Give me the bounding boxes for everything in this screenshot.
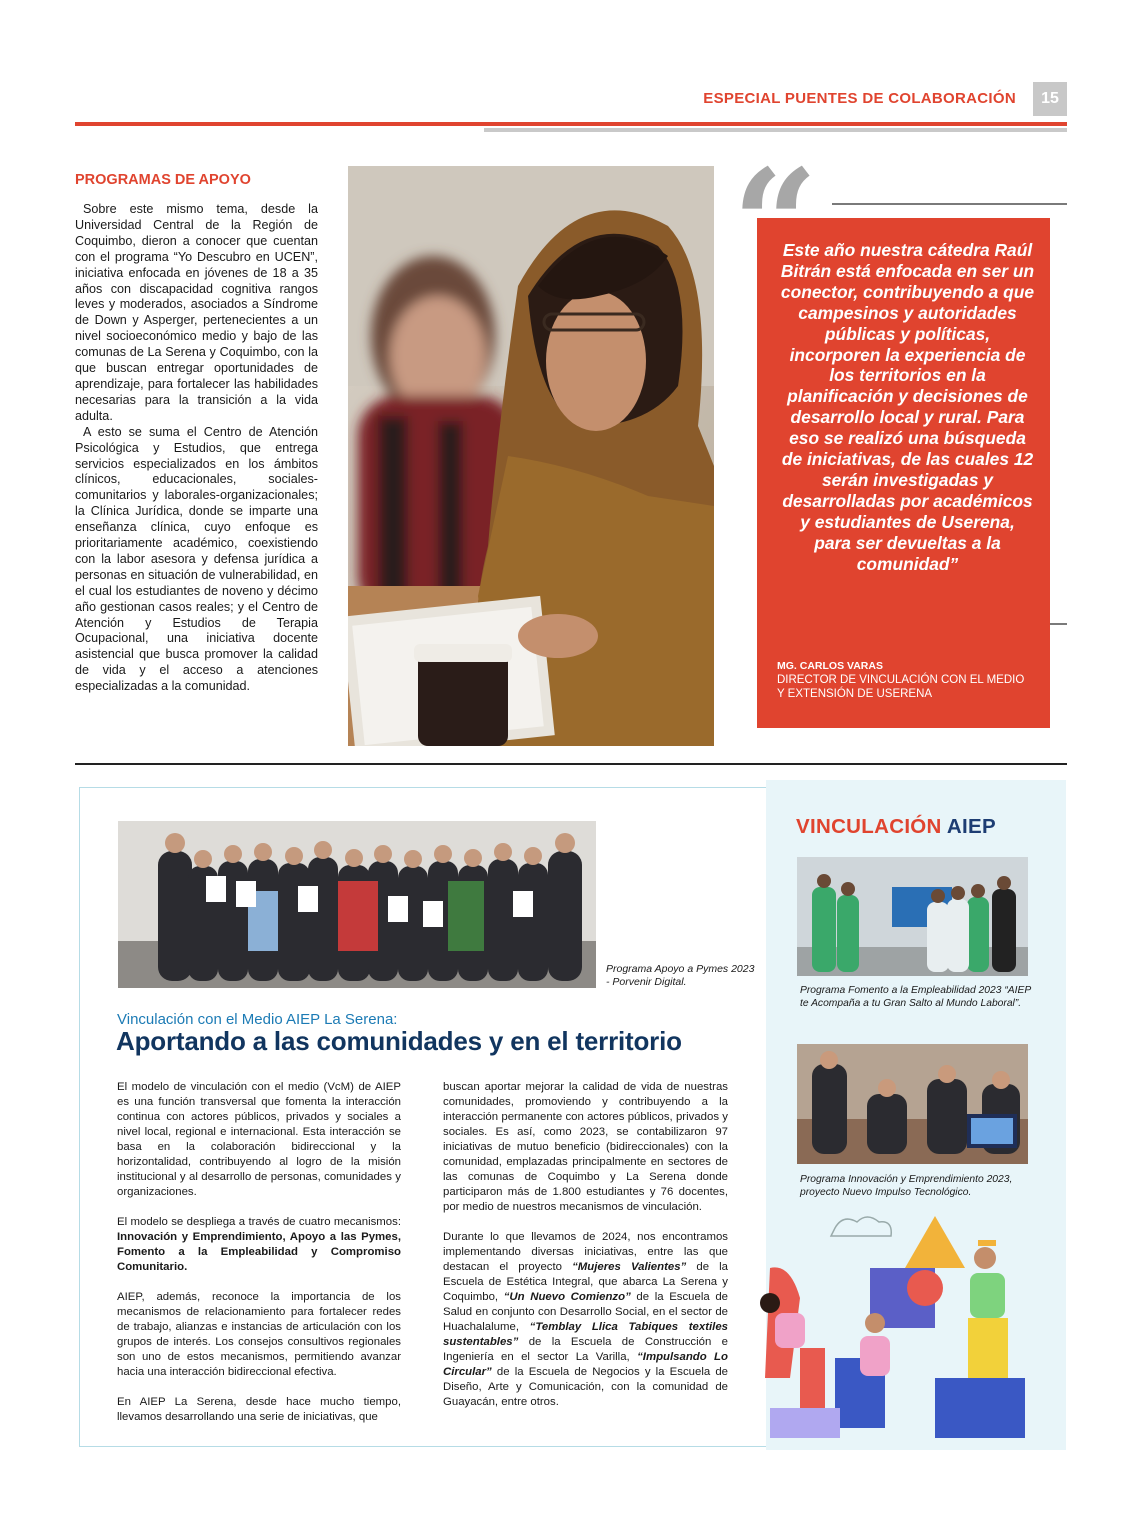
article-paragraph [117,1215,401,1275]
article-text: de la Escuela de Construcción e Ingeniería en el sector La Varilla, [443,1336,728,1363]
article-text: de la Escuela de Estética Integral, que abarca La Serena y Coquimbo, [443,1261,728,1303]
logo-word-vinculacion: VINCULACIÓN [796,815,942,838]
page-number: 15 [1033,82,1067,116]
article-kicker: Vinculación con el Medio AIEP La Serena: [117,1011,398,1028]
innovacion-caption: Programa Innovación y Emprendimiento 2023, proyecto Nuevo Impulso Tecnológico. [800,1174,1013,1198]
article-paragraph: El modelo de vinculación con el medio (VcM) de AIEP es una función transversal que fomenta la interacción continua con actores públicos, privados y sociales a nivel local, regional e internacional. Esta interacción se basa en la colaboración bidireccional y la horizontalidad, contribuyendo al logro de la misión institucional y al desarrollo de personas, comunidades y organizaciones. [117,1081,401,1198]
programs-body [75,202,318,695]
vinculacion-aiep-logo [796,815,996,839]
project-name: “Un Nuevo Comienzo” [503,1291,631,1303]
article-paragraph: buscan aportar mejorar la calidad de vida de nuestras comunidades, promoviendo y contribuyendo a la interacción permanente con actores públicos, privados y sociales. Es así, como 2023, se contabilizaron 97 iniciativas de mutuo beneficio (bidireccionales) con la comunidad, emplazadas principalmente en sectores de las comunas de Coquimbo y La Serena donde participaron más de 1.800 estudiantes y 76 docentes, por medio de nuestros mecanismos de vinculación. [443,1081,728,1213]
article-paragraph [443,1230,728,1410]
quote-author-name: MG. CARLOS VARAS [777,660,883,672]
group-photo-pymes [118,821,596,988]
quote-text: Este año nuestra cátedra Raúl Bitrán está enfocada en ser un conector, contribuyendo a que campesinos y autoridades públicas y políticas, incorporen la experiencia de los territorios en la planificación y decisiones de desarrollo local y rural. Para eso se realizó una búsqueda de iniciativas, de las cuales 12 serán investigadas y desarrolladas por académicos y estudiantes de Userena, para ser devueltas a la comunidad” [780,240,1035,574]
innovacion-photo [797,1044,1028,1164]
programs-paragraph-2: A esto se suma el Centro de Atención Psicológica y Estudios, que entrega servicios especializados en los ámbitos clínicos, educacionales, sociales-comunitarios y laborales-organizacionales; la Clínica Jurídica, donde se imparte una enseñanza clínica, cuyo enfoque es prioritariamente académico, coexistiendo con la labor asesora y defensa jurídica a personas en situación de vulnerabilidad, en el cual los estudiantes de noveno y décimo año gestionan casos reales; y el Centro de Atención y Estudios de Terapia Ocupacional, una iniciativa docente asistencial que busca promover la calidad de vida y el acceso a atenciones especializadas a la comunidad. [75,424,318,694]
programs-section-title: PROGRAMAS DE APOYO [75,172,251,188]
article-headline: Aportando a las comunidades y en el territorio [116,1026,682,1056]
quote-author-role: DIRECTOR DE VINCULACIÓN CON EL MEDIO Y EXTENSIÓN DE USERENA [777,674,1025,700]
students-studying-photo [348,166,714,746]
logo-word-aiep: AIEP [946,815,996,838]
collaboration-illustration [740,1208,1060,1448]
project-name: “Temblay Llica Tabiques textiles sustentables” [443,1321,728,1348]
section-header-title: ESPECIAL PUENTES DE COLABORACIÓN [703,90,1016,107]
quote-attribution [777,659,1027,701]
project-name: “Impulsando Lo Circular” [443,1351,728,1378]
empleabilidad-photo [797,857,1028,976]
article-text: Durante lo que llevamos de 2024, nos encontramos implementando diversas iniciativas, entre las que destacan el proyecto [443,1231,728,1273]
header-rule-red [75,122,1067,126]
programs-paragraph-1: Sobre este mismo tema, desde la Universidad Central de la Región de Coquimbo, dieron a conocer que cuentan con el programa “Yo Descubro en UCEN”, iniciativa enfocada en jóvenes de 18 a 35 años con discapacidad cognitiva rangos leves y moderados, asociados a Síndrome de Down y Asperger, pertenecientes a un nivel socioeconómico medio y bajo de las comunas de La Serena y Coquimbo, con la que buscan entregar oportunidades de aprendizaje, para fortalecer las habilidades necesarias para la transición a la vida adulta. [75,202,318,423]
article-text-bold: Innovación y Emprendimiento, Apoyo a las Pymes, Fomento a la Empleabilidad y Compromiso Comunitario. [117,1231,401,1273]
article-column-2 [443,1080,728,1425]
header-rule-gray [484,128,1067,132]
group-photo-caption: Programa Apoyo a Pymes 2023 - Porvenir Digital. [606,963,755,988]
article-column-1 [117,1080,401,1440]
article-paragraph: AIEP, además, reconoce la importancia de los mecanismos de relacionamiento para fortalecer redes de trabajo, alianzas e instancias de articulación con los grupos de interés. Los consejos consultivos regionales son uno de estos mecanismos, permitiendo avanzar hacia una interacción bidireccional efectiva. [117,1291,401,1378]
article-text: de la Escuela de Salud en conjunto con Desarrollo Social, en el sector de Huachalalume, [443,1291,729,1333]
quote-mark-icon: “ [732,137,819,313]
article-paragraph: En AIEP La Serena, desde hace mucho tiempo, llevamos desarrollando una serie de iniciativas, que [117,1396,401,1423]
article-text: El modelo se despliega a través de cuatro mecanismos: [117,1216,401,1228]
article-text: de la Escuela de Negocios y la Escuela de Diseño, Arte y Comunicación, con la comunidad de Guayacán, entre otros. [443,1366,728,1408]
section-divider [75,763,1067,765]
project-name: “Mujeres Valientes” [572,1261,687,1273]
empleabilidad-caption: Programa Fomento a la Empleabilidad 2023 “AIEP te Acompaña a tu Gran Salto al Mundo Laboral”. [800,985,1031,1009]
